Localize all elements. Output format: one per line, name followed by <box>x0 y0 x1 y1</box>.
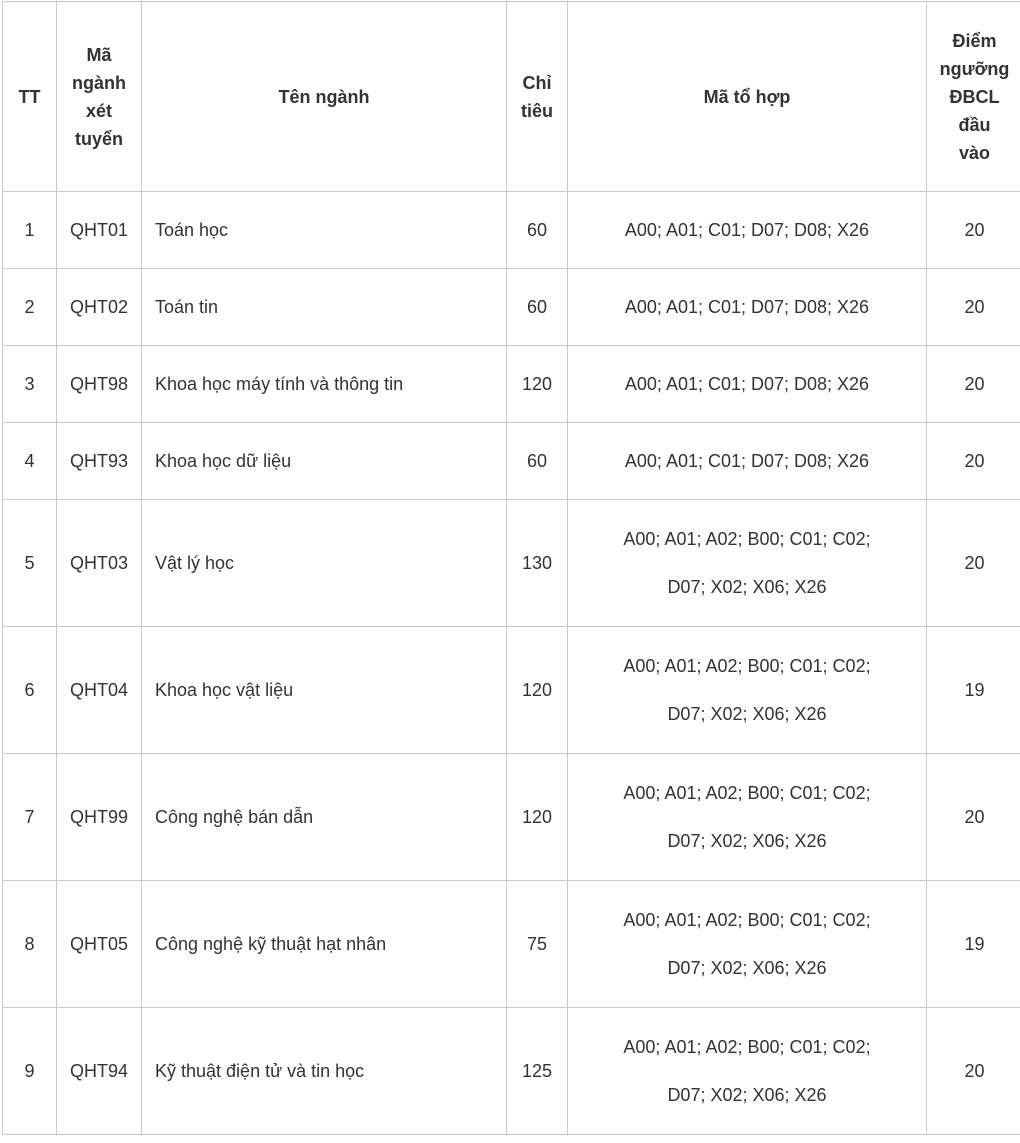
table-row <box>3 881 1020 1008</box>
admissions-table <box>2 1 1020 1135</box>
header-subject-combos-line: Mã tổ hợp <box>703 86 791 107</box>
combo-line: D07; X02; X06; X26 <box>667 704 827 724</box>
header-quota-line: tiêu <box>520 100 553 121</box>
header-threshold-line: ĐBCL <box>949 86 1000 107</box>
table-row <box>3 754 1020 881</box>
cell-major-name: Khoa học vật liệu <box>142 627 507 754</box>
cell-tt: 6 <box>3 627 57 754</box>
header-major-name <box>142 2 507 192</box>
cell-threshold: 19 <box>927 627 1020 754</box>
cell-quota: 60 <box>507 192 568 269</box>
header-major-code-line: Mã <box>86 44 112 65</box>
cell-quota: 60 <box>507 423 568 500</box>
header-quota <box>507 2 568 192</box>
cell-subject-combos <box>568 192 927 269</box>
cell-quota: 120 <box>507 627 568 754</box>
combo-line: D07; X02; X06; X26 <box>667 577 827 597</box>
cell-threshold: 19 <box>927 881 1020 1008</box>
header-threshold-line: đầu <box>958 114 991 135</box>
combo-line: A00; A01; A02; B00; C01; C02; <box>623 783 871 803</box>
combo-line: A00; A01; A02; B00; C01; C02; <box>623 910 871 930</box>
combo-line: D07; X02; X06; X26 <box>667 958 827 978</box>
cell-major-name: Công nghệ bán dẫn <box>142 754 507 881</box>
header-row <box>3 2 1020 192</box>
cell-subject-combos <box>568 269 927 346</box>
header-major-code <box>57 2 142 192</box>
cell-tt: 7 <box>3 754 57 881</box>
cell-quota: 130 <box>507 500 568 627</box>
table-row <box>3 423 1020 500</box>
header-major-code-line: xét <box>85 100 112 121</box>
cell-threshold: 20 <box>927 346 1020 423</box>
combo-line: A00; A01; C01; D07; D08; X26 <box>624 451 870 471</box>
cell-subject-combos <box>568 423 927 500</box>
header-threshold-line: Điểm <box>952 30 997 51</box>
combo-line: A00; A01; C01; D07; D08; X26 <box>624 220 870 240</box>
cell-subject-combos <box>568 1008 927 1135</box>
header-major-code-line: tuyển <box>74 128 123 149</box>
cell-major-code: QHT03 <box>57 500 142 627</box>
cell-major-code: QHT01 <box>57 192 142 269</box>
table-row <box>3 627 1020 754</box>
combo-line: A00; A01; C01; D07; D08; X26 <box>624 297 870 317</box>
cell-tt: 4 <box>3 423 57 500</box>
header-threshold <box>927 2 1020 192</box>
header-threshold-line: vào <box>958 142 991 163</box>
combo-line: D07; X02; X06; X26 <box>667 831 827 851</box>
table-row <box>3 346 1020 423</box>
header-threshold-line: ngưỡng <box>939 58 1010 79</box>
cell-subject-combos <box>568 627 927 754</box>
cell-threshold: 20 <box>927 1008 1020 1135</box>
cell-tt: 2 <box>3 269 57 346</box>
cell-major-code: QHT94 <box>57 1008 142 1135</box>
cell-threshold: 20 <box>927 500 1020 627</box>
cell-threshold: 20 <box>927 269 1020 346</box>
cell-major-code: QHT04 <box>57 627 142 754</box>
cell-major-code: QHT99 <box>57 754 142 881</box>
cell-major-name: Kỹ thuật điện tử và tin học <box>142 1008 507 1135</box>
cell-major-code: QHT05 <box>57 881 142 1008</box>
combo-line: A00; A01; A02; B00; C01; C02; <box>623 656 871 676</box>
cell-tt: 8 <box>3 881 57 1008</box>
cell-subject-combos <box>568 881 927 1008</box>
combo-line: A00; A01; A02; B00; C01; C02; <box>623 1037 871 1057</box>
cell-quota: 60 <box>507 269 568 346</box>
cell-subject-combos <box>568 346 927 423</box>
cell-major-name: Toán học <box>142 192 507 269</box>
cell-major-code: QHT93 <box>57 423 142 500</box>
header-subject-combos <box>568 2 927 192</box>
cell-threshold: 20 <box>927 423 1020 500</box>
cell-subject-combos <box>568 754 927 881</box>
table-row <box>3 1008 1020 1135</box>
cell-quota: 75 <box>507 881 568 1008</box>
cell-quota: 125 <box>507 1008 568 1135</box>
table-row <box>3 500 1020 627</box>
cell-tt: 9 <box>3 1008 57 1135</box>
header-tt-line: TT <box>18 86 41 107</box>
cell-quota: 120 <box>507 346 568 423</box>
combo-line: D07; X02; X06; X26 <box>667 1085 827 1105</box>
cell-threshold: 20 <box>927 192 1020 269</box>
cell-major-name: Vật lý học <box>142 500 507 627</box>
header-tt <box>3 2 57 192</box>
cell-subject-combos <box>568 500 927 627</box>
cell-quota: 120 <box>507 754 568 881</box>
cell-tt: 1 <box>3 192 57 269</box>
cell-major-name: Toán tin <box>142 269 507 346</box>
cell-tt: 3 <box>3 346 57 423</box>
header-major-code-line: ngành <box>72 72 126 93</box>
cell-tt: 5 <box>3 500 57 627</box>
cell-major-name: Khoa học dữ liệu <box>142 423 507 500</box>
table-row <box>3 192 1020 269</box>
cell-major-code: QHT98 <box>57 346 142 423</box>
cell-major-code: QHT02 <box>57 269 142 346</box>
header-quota-line: Chỉ <box>522 72 552 93</box>
combo-line: A00; A01; A02; B00; C01; C02; <box>623 529 871 549</box>
combo-line: A00; A01; C01; D07; D08; X26 <box>624 374 870 394</box>
cell-major-name: Công nghệ kỹ thuật hạt nhân <box>142 881 507 1008</box>
header-major-name-line: Tên ngành <box>278 86 370 107</box>
cell-major-name: Khoa học máy tính và thông tin <box>142 346 507 423</box>
cell-threshold: 20 <box>927 754 1020 881</box>
table-row <box>3 269 1020 346</box>
